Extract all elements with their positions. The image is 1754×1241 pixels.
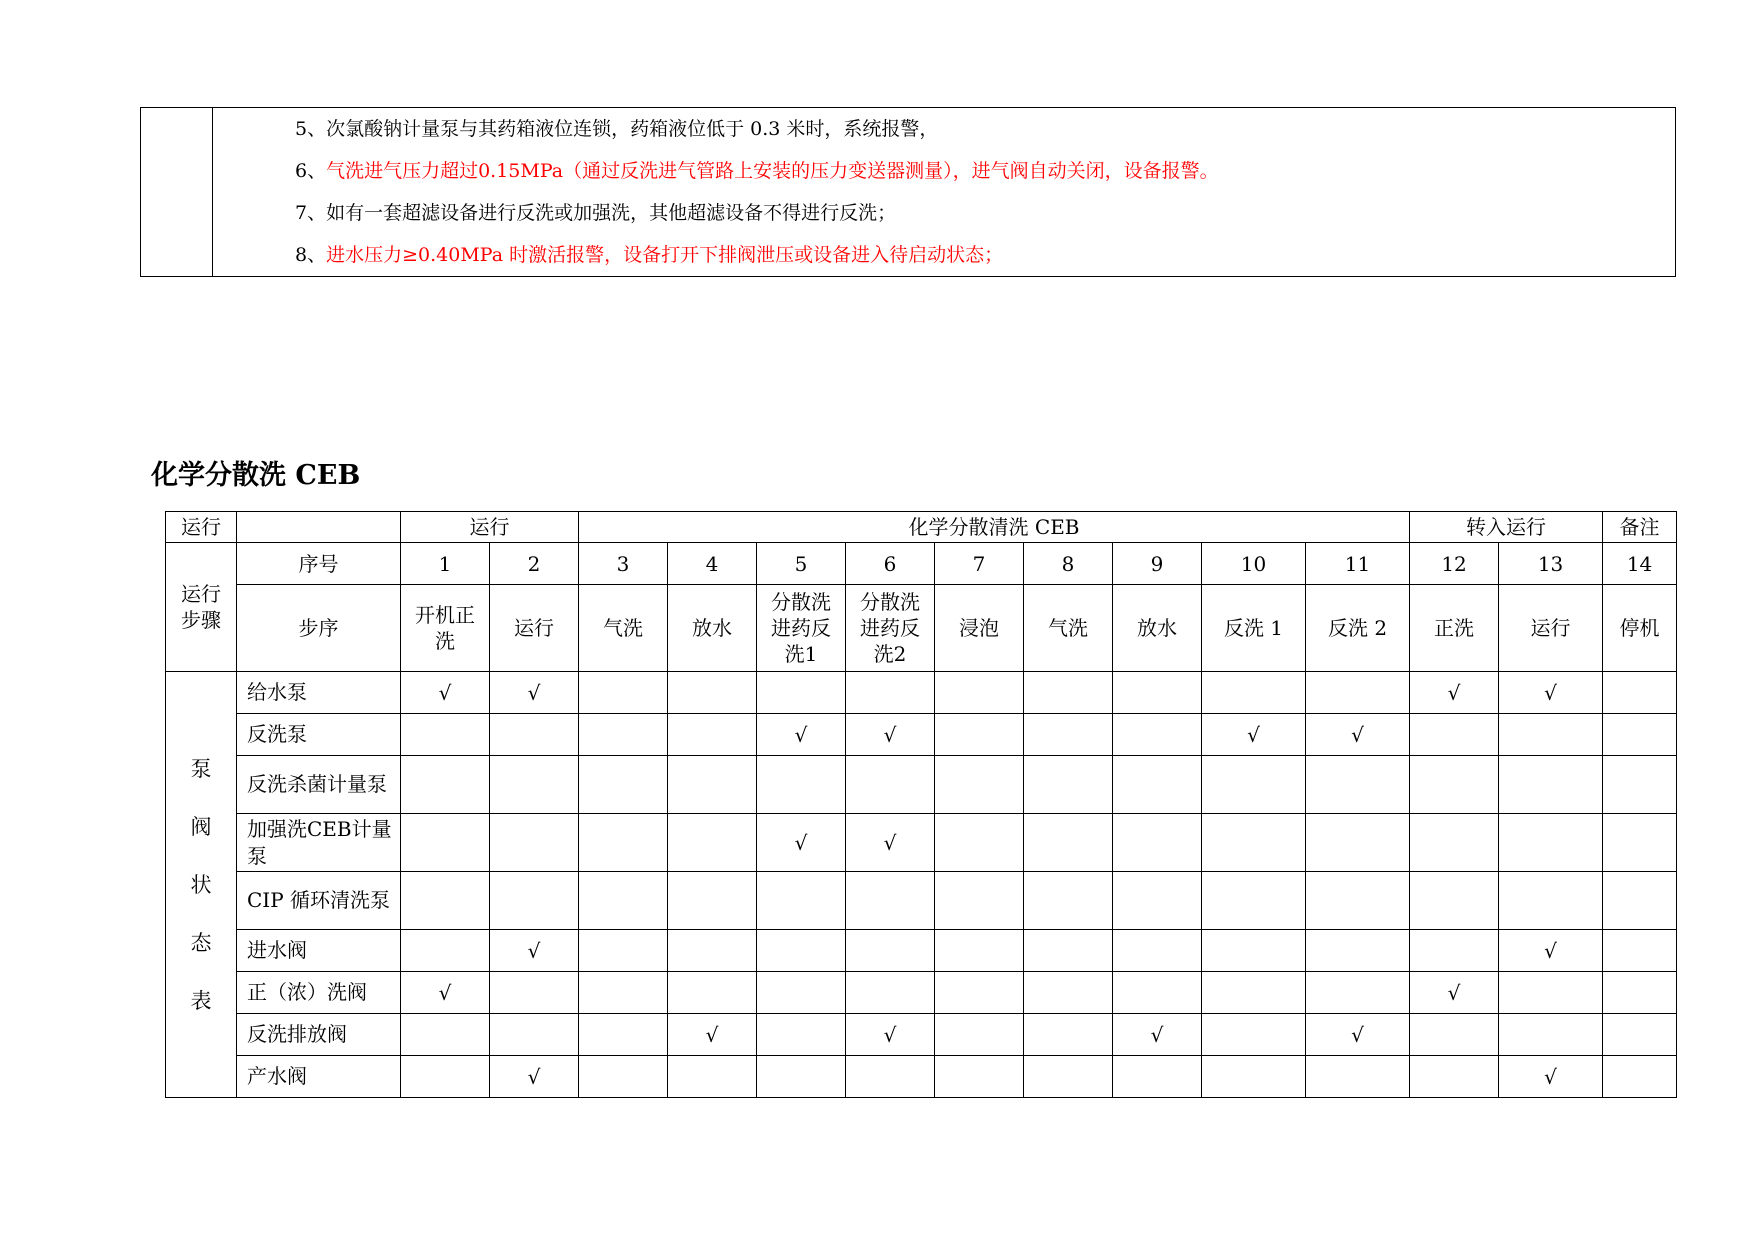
check-mark: √ (883, 1022, 897, 1047)
step-state-cell (1499, 1014, 1603, 1056)
step-state-cell (757, 1014, 846, 1056)
step-state-cell (1499, 930, 1603, 972)
check-mark: √ (527, 938, 541, 963)
component-row (166, 1056, 1677, 1098)
header-row-seq (166, 543, 1677, 585)
seq-cell: 12 (1410, 543, 1499, 585)
step-state-cell (579, 814, 668, 872)
rule-line (213, 192, 1675, 234)
step-state-cell (579, 872, 668, 930)
step-state-cell (1202, 672, 1306, 714)
step-cell: 停机 (1603, 585, 1677, 672)
check-mark: √ (1447, 680, 1461, 705)
step-state-cell (1499, 756, 1603, 814)
step-state-cell (401, 930, 490, 972)
step-state-cell (1024, 872, 1113, 930)
component-row (166, 972, 1677, 1014)
step-state-cell (1410, 714, 1499, 756)
step-state-cell (1202, 714, 1306, 756)
step-text: 开机正洗 (415, 603, 475, 653)
step-state-cell (490, 972, 579, 1014)
check-mark: √ (1544, 1064, 1557, 1089)
step-state-cell (1202, 930, 1306, 972)
rule-text: 进水压力≥0.40MPa 时激活报警，设备打开下排阀泄压或设备进入待启动状态； (326, 244, 1004, 266)
step-text: 分散洗进药反洗1 (771, 590, 831, 666)
step-state-cell (1603, 930, 1677, 972)
section-title: 化学分散洗 CEB (151, 460, 361, 491)
step-state-cell (490, 814, 579, 872)
step-state-cell (1113, 1014, 1202, 1056)
step-state-cell (1202, 1014, 1306, 1056)
component-row (166, 1014, 1677, 1056)
step-state-cell (1499, 972, 1603, 1014)
step-state-cell (668, 756, 757, 814)
step-state-cell (935, 756, 1024, 814)
step-state-cell (757, 672, 846, 714)
component-row (166, 714, 1677, 756)
step-cell (846, 585, 935, 672)
step-state-cell (1499, 872, 1603, 930)
step-state-cell (757, 1056, 846, 1098)
step-state-cell (1410, 814, 1499, 872)
step-state-cell (846, 814, 935, 872)
step-cell: 正洗 (1410, 585, 1499, 672)
component-name: 产水阀 (237, 1056, 401, 1098)
step-state-cell (1499, 1056, 1603, 1098)
seq-cell: 8 (1024, 543, 1113, 585)
step-state-cell (490, 1014, 579, 1056)
step-state-cell (668, 930, 757, 972)
seq-cell: 4 (668, 543, 757, 585)
check-mark: √ (438, 680, 452, 705)
step-state-cell (668, 672, 757, 714)
component-name: 加强洗CEB计量泵 (237, 814, 401, 872)
step-cell: 放水 (668, 585, 757, 672)
group-ceb-header: 化学分散清洗 CEB (579, 512, 1410, 543)
seq-cell: 10 (1202, 543, 1306, 585)
step-state-cell (757, 756, 846, 814)
step-state-cell (1410, 972, 1499, 1014)
check-mark: √ (794, 830, 808, 855)
step-state-cell (401, 814, 490, 872)
rule-text: 气洗进气压力超过0.15MPa（通过反洗进气管路上安装的压力变送器测量），进气阀自动关闭，设备报警。 (326, 160, 1219, 182)
header-blank-cell (237, 512, 401, 543)
step-state-cell (401, 1056, 490, 1098)
step-state-cell (1306, 930, 1410, 972)
step-state-cell (579, 672, 668, 714)
step-state-cell (668, 1056, 757, 1098)
step-cell: 运行 (490, 585, 579, 672)
step-state-cell (1499, 672, 1603, 714)
check-mark: √ (883, 830, 897, 855)
rule-number: 8、 (295, 244, 327, 266)
rule-line (213, 108, 1675, 150)
step-state-cell (757, 814, 846, 872)
check-mark: √ (1447, 980, 1461, 1005)
seq-cell: 2 (490, 543, 579, 585)
seq-cell: 13 (1499, 543, 1603, 585)
step-state-cell (401, 1014, 490, 1056)
step-cell (757, 585, 846, 672)
seq-cell: 5 (757, 543, 846, 585)
step-cell: 反洗 1 (1202, 585, 1306, 672)
step-state-cell (401, 972, 490, 1014)
step-state-cell (668, 714, 757, 756)
step-cell: 放水 (1113, 585, 1202, 672)
seq-cell: 9 (1113, 543, 1202, 585)
step-state-cell (490, 756, 579, 814)
step-text: 分散洗进药反洗2 (860, 590, 920, 666)
check-mark: √ (883, 722, 897, 747)
step-state-cell (1306, 714, 1410, 756)
step-state-cell (1024, 972, 1113, 1014)
step-state-cell (1024, 756, 1113, 814)
rule-number: 5、 (295, 118, 327, 140)
step-state-cell (1306, 1014, 1410, 1056)
step-state-cell (1202, 1056, 1306, 1098)
component-row (166, 872, 1677, 930)
step-state-cell (1024, 930, 1113, 972)
step-cell: 反洗 2 (1306, 585, 1410, 672)
step-state-cell (1603, 872, 1677, 930)
step-state-cell (935, 1014, 1024, 1056)
step-state-cell (1024, 814, 1113, 872)
step-state-cell (490, 930, 579, 972)
component-name: 正（浓）洗阀 (237, 972, 401, 1014)
step-state-cell (1499, 814, 1603, 872)
step-state-cell (1202, 756, 1306, 814)
step-state-cell (1499, 714, 1603, 756)
step-state-cell (1306, 1056, 1410, 1098)
step-state-cell (579, 714, 668, 756)
step-state-cell (401, 672, 490, 714)
seq-cell: 3 (579, 543, 668, 585)
step-state-cell (1410, 930, 1499, 972)
step-state-cell (1603, 714, 1677, 756)
step-state-cell (1306, 872, 1410, 930)
step-state-cell (1113, 714, 1202, 756)
step-cell: 运行 (1499, 585, 1603, 672)
group-run-header: 运行 (401, 512, 579, 543)
step-state-cell (668, 972, 757, 1014)
state-label-char: 态 (190, 930, 212, 955)
step-state-cell (1113, 1056, 1202, 1098)
step-state-cell (668, 1014, 757, 1056)
step-state-cell (668, 872, 757, 930)
component-row (166, 930, 1677, 972)
step-state-cell (490, 672, 579, 714)
step-state-cell (490, 714, 579, 756)
check-mark: √ (1351, 722, 1364, 747)
step-state-cell (1113, 672, 1202, 714)
step-state-cell (1202, 972, 1306, 1014)
step-state-cell (846, 714, 935, 756)
step-state-cell (757, 714, 846, 756)
ceb-sequence-table (165, 511, 1677, 1098)
seq-cell: 7 (935, 543, 1024, 585)
group-transfer-header: 转入运行 (1410, 512, 1603, 543)
remark-header: 备注 (1603, 512, 1677, 543)
step-label: 步序 (237, 585, 401, 672)
check-mark: √ (527, 680, 541, 705)
seq-cell: 1 (401, 543, 490, 585)
step-state-cell (1202, 814, 1306, 872)
check-mark: √ (438, 980, 452, 1005)
check-mark: √ (1351, 1022, 1364, 1047)
step-state-cell (846, 930, 935, 972)
state-label-char: 表 (190, 988, 212, 1013)
step-state-cell (757, 972, 846, 1014)
seq-cell: 14 (1603, 543, 1677, 585)
check-mark: √ (527, 1064, 541, 1089)
step-state-cell (1603, 672, 1677, 714)
step-state-cell (757, 930, 846, 972)
step-state-cell (846, 672, 935, 714)
step-state-cell (1024, 1014, 1113, 1056)
step-state-cell (401, 872, 490, 930)
step-state-cell (1603, 972, 1677, 1014)
check-mark: √ (794, 722, 808, 747)
step-state-cell (1306, 756, 1410, 814)
component-name: 反洗杀菌计量泵 (237, 756, 401, 814)
step-cell: 气洗 (579, 585, 668, 672)
check-mark: √ (1247, 722, 1260, 747)
step-state-cell (1024, 714, 1113, 756)
state-label-char: 泵 (190, 756, 212, 781)
check-mark: √ (1544, 680, 1557, 705)
step-state-cell (579, 756, 668, 814)
steps-label: 运行步骤 (181, 582, 221, 632)
component-name: CIP 循环清洗泵 (237, 872, 401, 930)
step-state-cell (668, 814, 757, 872)
step-state-cell (846, 1056, 935, 1098)
step-state-cell (1113, 814, 1202, 872)
step-state-cell (935, 714, 1024, 756)
step-state-cell (935, 872, 1024, 930)
component-row (166, 672, 1677, 714)
state-label-char: 阀 (190, 814, 212, 839)
component-name: 进水阀 (237, 930, 401, 972)
step-state-cell (1306, 672, 1410, 714)
step-state-cell (401, 714, 490, 756)
step-state-cell (935, 672, 1024, 714)
step-state-cell (846, 872, 935, 930)
component-name: 反洗排放阀 (237, 1014, 401, 1056)
step-state-cell (1306, 972, 1410, 1014)
step-state-cell (1603, 814, 1677, 872)
header-row-groups (166, 512, 1677, 543)
seq-cell: 6 (846, 543, 935, 585)
step-state-cell (401, 756, 490, 814)
steps-label-cell (166, 543, 237, 672)
step-state-cell (935, 814, 1024, 872)
step-state-cell (1410, 1056, 1499, 1098)
step-state-cell (1410, 1014, 1499, 1056)
header-run-cell: 运行 (166, 512, 237, 543)
rule-text: 次氯酸钠计量泵与其药箱液位连锁，药箱液位低于 0.3 米时，系统报警， (326, 118, 939, 140)
step-state-cell (1603, 1056, 1677, 1098)
step-state-cell (1603, 756, 1677, 814)
state-label-char: 状 (190, 872, 212, 897)
component-row (166, 756, 1677, 814)
rule-number: 6、 (295, 160, 327, 182)
component-name: 给水泵 (237, 672, 401, 714)
state-label-cell (166, 672, 237, 1098)
step-cell (401, 585, 490, 672)
step-state-cell (1410, 672, 1499, 714)
rule-text: 如有一套超滤设备进行反洗或加强洗，其他超滤设备不得进行反洗； (326, 202, 897, 224)
seq-cell: 11 (1306, 543, 1410, 585)
step-state-cell (490, 872, 579, 930)
check-mark: √ (1150, 1022, 1164, 1047)
step-state-cell (757, 872, 846, 930)
step-state-cell (490, 1056, 579, 1098)
rules-label-cell (141, 108, 213, 277)
step-state-cell (846, 756, 935, 814)
step-state-cell (1024, 672, 1113, 714)
rule-number: 7、 (295, 202, 327, 224)
step-state-cell (1024, 1056, 1113, 1098)
step-state-cell (579, 1056, 668, 1098)
step-state-cell (846, 972, 935, 1014)
check-mark: √ (1544, 938, 1557, 963)
step-state-cell (579, 1014, 668, 1056)
step-state-cell (1603, 1014, 1677, 1056)
rule-line (213, 150, 1675, 192)
seq-label: 序号 (237, 543, 401, 585)
step-state-cell (1202, 872, 1306, 930)
rules-content-cell (213, 108, 1676, 277)
step-state-cell (579, 972, 668, 1014)
check-mark: √ (705, 1022, 719, 1047)
step-state-cell (935, 930, 1024, 972)
step-state-cell (1113, 756, 1202, 814)
step-state-cell (1306, 814, 1410, 872)
step-state-cell (1410, 756, 1499, 814)
step-state-cell (1113, 930, 1202, 972)
step-state-cell (846, 1014, 935, 1056)
step-state-cell (1113, 972, 1202, 1014)
step-state-cell (1113, 872, 1202, 930)
component-row (166, 814, 1677, 872)
step-state-cell (1410, 872, 1499, 930)
step-state-cell (935, 972, 1024, 1014)
component-name: 反洗泵 (237, 714, 401, 756)
step-cell: 气洗 (1024, 585, 1113, 672)
step-state-cell (935, 1056, 1024, 1098)
step-cell: 浸泡 (935, 585, 1024, 672)
rule-line (213, 234, 1675, 276)
interlock-rules-table (140, 107, 1676, 277)
header-row-steps (166, 585, 1677, 672)
step-state-cell (579, 930, 668, 972)
